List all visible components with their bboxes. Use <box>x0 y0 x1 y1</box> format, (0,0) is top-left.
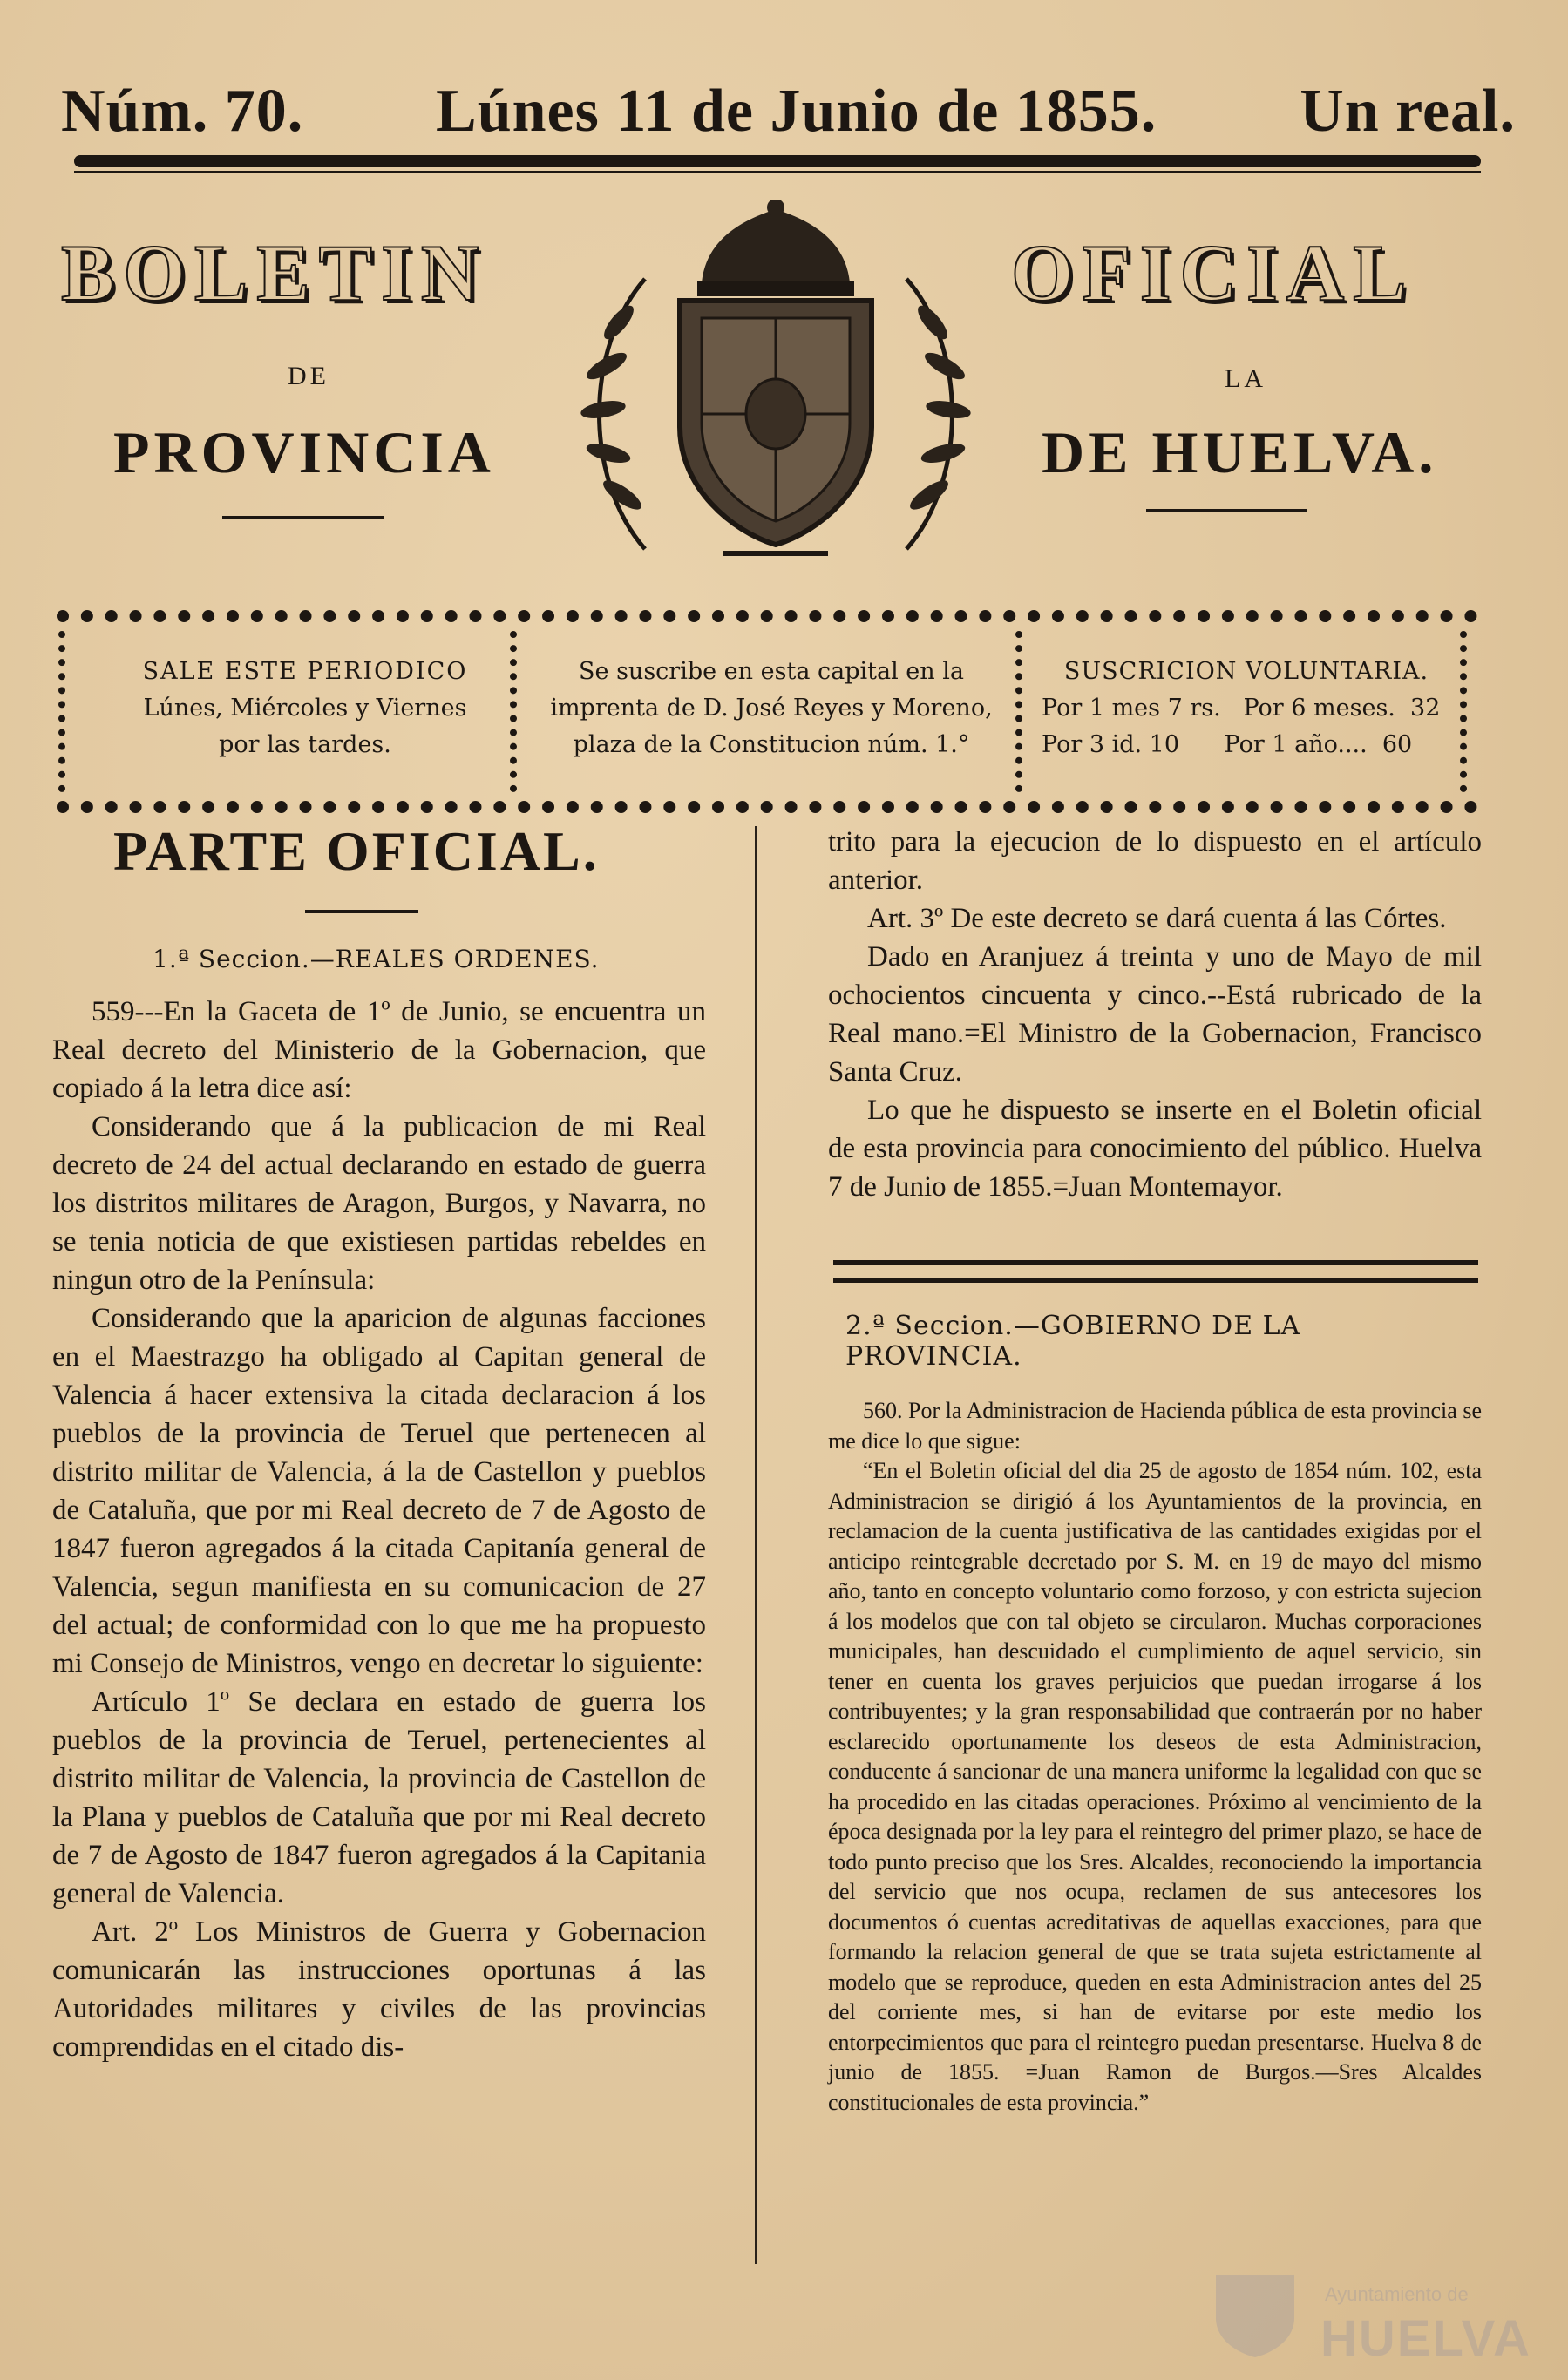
paragraph: Considerando que á la publicacion de mi Real decreto de 24 del actual declarando en estado de guerra los distritos militares de Aragon, Burgos, y Navarra, no se tenia noticia de que existiesen partidas rebeldes en ningun otro de la Península: <box>52 1111 706 1296</box>
section-title-gobierno: 2.ª Seccion.—GOBIERNO DE LA PROVINCIA. <box>845 1311 1301 1372</box>
header-rule-thin <box>74 171 1481 173</box>
schedule-line-1: SALE ESTE PERIODICO <box>142 658 468 685</box>
paragraph: Lo que he dispuesto se inserte en el Boletin oficial de esta provincia para conocimiento del público. Huelva 7 de Junio de 1855.=Juan Montemayor. <box>828 1095 1482 1203</box>
subscription-place <box>536 654 1007 763</box>
paragraph: Art. 2º Los Ministros de Guerra y Gobernacion comunicarán las instrucciones oportunas á las Autoridades militares y civiles de las provincias comprendidas en el citado dis- <box>52 1916 706 2063</box>
ornament-rule-right <box>1146 509 1307 512</box>
coat-of-arms-icon <box>549 200 1002 575</box>
prices-title: SUSCRICION VOLUNTARIA. <box>1063 658 1429 685</box>
column-divider <box>755 826 757 2264</box>
watermark-text: HUELVA <box>1320 2310 1531 2367</box>
masthead-boletin: BOLETIN <box>61 228 488 317</box>
section-heading-parte-oficial: PARTE OFICIAL. <box>113 820 600 882</box>
paragraph: trito para la ejecucion de lo dispuesto en el artículo anterior. <box>828 826 1482 896</box>
ornament-rule <box>305 910 418 913</box>
shield-icon <box>1207 2266 1303 2362</box>
hacienda-notice <box>828 1396 1482 2118</box>
header-rule <box>74 155 1481 167</box>
place-line-3: plaza de la Constitucion núm. 1.° <box>573 731 970 758</box>
paragraph: Considerando que la aparicion de algunas facciones en el Maestrazgo ha obligado al Capitan general de Valencia á hacer extensiva la citada declaracion á los pueblos de la provincia de Teruel que pertenecen al distrito militar de Valencia, á la de Castellon y pueblos de Cataluña, que por mi Real decreto de 7 de Agosto de 1847 fueron agregados á la citada Capitanía general de Valencia, segun manifiesta en su comunicacion de 27 del actual; de conformidad con lo que me ha propuesto mi Consejo de Ministros, vengo en decretar lo siguiente: <box>52 1303 706 1679</box>
paragraph: Dado en Aranjuez á treinta y uno de Mayo de mil ochocientos cincuenta y cinco.--Está rubricado de la Real mano.=El Ministro de la Gobernacion, Francisco Santa Cruz. <box>828 941 1482 1088</box>
masthead-de: DE <box>288 362 329 390</box>
issue-date: Lúnes 11 de Junio de 1855. <box>436 78 1157 145</box>
box-border-right <box>1460 631 1476 792</box>
masthead-la: LA <box>1225 364 1266 393</box>
subscription-prices <box>1042 654 1451 763</box>
section-title-reales-ordenes: 1.ª Seccion.—REALES ORDENES. <box>153 945 600 973</box>
subscription-box <box>57 610 1477 813</box>
right-column <box>828 810 1482 2118</box>
masthead-provincia: PROVINCIA <box>113 419 495 485</box>
prices-line-2: Por 3 id. 10 Por 1 año.... 60 <box>1042 731 1413 758</box>
issue-number: Núm. 70. <box>61 78 304 145</box>
schedule-line-2: Lúnes, Miércoles y Viernes <box>143 695 467 722</box>
box-divider-2 <box>1015 631 1031 792</box>
place-line-2: imprenta de D. José Reyes y Moreno, <box>550 695 993 722</box>
schedule-line-3: por las tardes. <box>219 731 391 758</box>
paragraph: “En el Boletin oficial del dia 25 de agosto de 1854 núm. 102, esta Administracion se dirigió á los Ayuntamientos de la provincia, en reclamacion de la cuenta justificativa de las cantidades exigidas por el anticipo reintegrable decretado por S. M. en 19 de mayo del mismo año, tanto en concepto voluntario como forzoso, y con estricta sujecion á los modelos que con tal objeto se circularon. Muchas corporaciones municipales, han descuidado el cumplimiento de aquel servicio, sin tener en cuenta los graves perjuicios que puedan irrogarse á los contribuyentes; y la gran responsabilidad que contraerán por no haber esclarecido oportunamente los deseos de esta Administracion, conducente á sancionar de una manera uniforme la legalidad con que se ha procedido en las citadas operaciones. Próximo al vencimiento de la época designada por la ley para el reintegro del primer plazo, se hace de todo punto preciso que los Sres. Alcaldes, reconociendo la importancia del servicio que nos ocupa, reclamen de sus antecesores los documentos ó cuentas acreditativas de aquellas exacciones, para que formando la relacion general de que se trata sujeta estrictamente al modelo que se reproduce, queden en esta Administracion antes del 25 del corriente mes, si han de evitarse por este medio los entorpecimientos que para el reintegro puedan presentarse. Huelva 8 de junio de 1855. =Juan Ramon de Burgos.—Sres Alcaldes constitucionales de esta provincia.” <box>828 1458 1482 2115</box>
publication-schedule <box>109 654 501 763</box>
masthead-oficial: OFICIAL <box>1011 228 1415 317</box>
decree-continuation <box>828 823 1482 1206</box>
ornament-rule-left <box>222 516 384 519</box>
prices-line-1: Por 1 mes 7 rs. Por 6 meses. 32 <box>1042 695 1441 722</box>
masthead-de-huelva: DE HUELVA. <box>1042 419 1438 485</box>
archive-watermark <box>1207 2266 1531 2367</box>
royal-decree-text <box>52 993 706 2066</box>
place-line-1: Se suscribe en esta capital en la <box>579 658 964 685</box>
watermark-small-text: Ayuntamiento de <box>1325 2283 1469 2305</box>
header-line <box>61 77 1516 155</box>
paragraph: 559---En la Gaceta de 1º de Junio, se encuentra un Real decreto del Ministerio de la Gobernacion, que copiado á la letra dice así: <box>52 996 706 1104</box>
paragraph: Artículo 1º Se declara en estado de guerra los pueblos de la provincia de Teruel, pertenecientes al distrito militar de Valencia, la provincia de Castellon de la Plana y pueblos de Cataluña que por mi Real decreto de 7 de Agosto de 1847 fueron agregados á la Capitania general de Valencia. <box>52 1686 706 1909</box>
section-separator <box>833 1260 1478 1283</box>
paragraph: 560. Por la Administracion de Hacienda pública de esta provincia se me dice lo que sigue: <box>828 1398 1482 1454</box>
box-border-left <box>58 631 74 792</box>
box-divider-1 <box>510 631 526 792</box>
left-column <box>52 810 706 2066</box>
paragraph: Art. 3º De este decreto se dará cuenta á las Córtes. <box>867 903 1447 934</box>
issue-price: Un real. <box>1300 78 1516 145</box>
